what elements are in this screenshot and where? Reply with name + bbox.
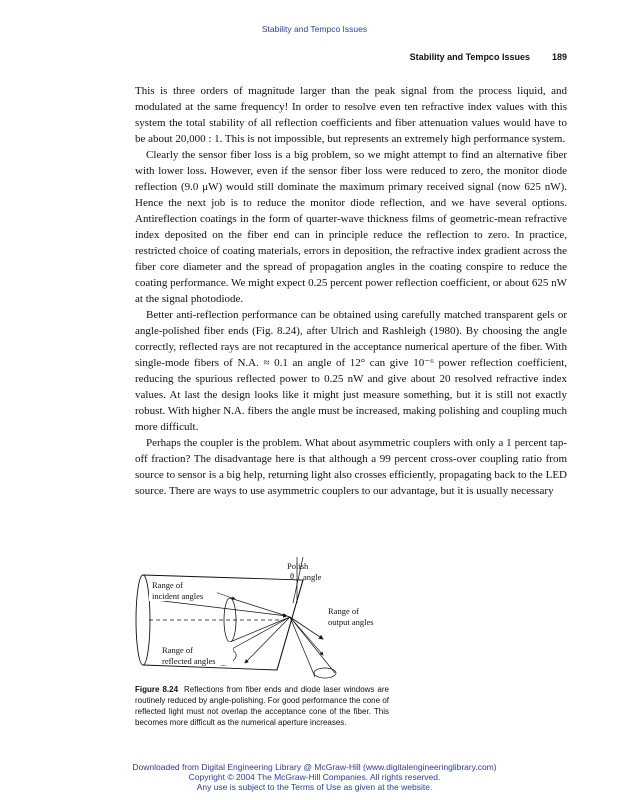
running-head-title: Stability and Tempco Issues xyxy=(409,52,530,62)
page-footer xyxy=(0,762,629,792)
caption-figure-number: Figure 8.24 xyxy=(135,685,179,694)
reflected-ray-1 xyxy=(230,617,290,650)
label-output-2: output angles xyxy=(328,617,374,627)
running-head xyxy=(135,52,567,62)
label-output-1: Range of xyxy=(328,606,359,616)
paragraph-4: Perhaps the coupler is the problem. What about asymmetric couplers with only a 1 percent tap-off fraction? The disadvantage here is that although a 99 percent cross-over coupling ratio from source to sensor is a big help, returning light also crosses efficiently, propagating back to the LED source. There are ways to use asymmetric couplers to our advantage, but it is usually necessary xyxy=(135,437,567,497)
page-number: 189 xyxy=(551,52,567,62)
paragraph-3: Better anti-reflection performance can be obtained using carefully matched transparent gels or angle-polished fiber ends (Fig. 8.24), after Ulrich and Rashleigh (1980). By choosing the angle correctly, reflected rays are not recaptured in the acceptance numerical aperture of the fiber. With single-mode fibers of N.A. ≈ 0.1 an angle of 12° can give 10⁻⁶ power reflection coefficient, reducing the spurious reflected power to 0.25 nW and give about 20 resolved refractive index values. At last the design looks like it might just measure something, but it is still not exactly robust. With higher N.A. fibers the angle must be increased, making polishing and coupling much more difficult. xyxy=(135,309,567,433)
fiber-left-end xyxy=(136,575,150,665)
footer-line-1: Downloaded from Digital Engineering Library @ McGraw-Hill (www.digitalengineeringlibrary.com) xyxy=(132,762,497,772)
caption-text: Reflections from fiber ends and diode laser windows are routinely reduced by angle-polishing. For good performance the cone of reflected light must not overlap the acceptance cone of the fiber. This becomes more difficult as the numerical aperture increases. xyxy=(135,685,389,727)
label-reflected-1: Range of xyxy=(162,645,193,655)
label-incident-1: Range of xyxy=(152,580,183,590)
theta-symbol: θ xyxy=(290,571,295,581)
paragraph-2: Clearly the sensor fiber loss is a big problem, so we might attempt to find an alternative fiber with lower loss. However, even if the sensor fiber loss were reduced to zero, the monitor diode reflection (9.0 μW) would still dominate the maximum primary received signal (now 625 nW). Hence the next job is to reduce the monitor diode reflection, and we have several options. Antireflection coatings in the form of quarter-wave thickness films of geometric-mean refractive index deposited on the fiber end can in principle reduce the reflection to zero. In practice, restricted choice of coating materials, errors in deposition, the refractive index gradient across the fiber core diameter and the spread of propagation angles in the coating conspire to reduce the coating performance. We might expect 0.25 percent power reflection coefficient, or about 625 nW at the signal photodiode. xyxy=(135,149,567,305)
body-text xyxy=(135,83,567,499)
label-reflected-2: reflected angles xyxy=(162,656,216,666)
page-banner: Stability and Tempco Issues xyxy=(261,24,368,34)
footer-line-2: Copyright © 2004 The McGraw-Hill Companies. All rights reserved. xyxy=(188,772,441,782)
paragraph-1: This is three orders of magnitude larger than the peak signal from the process liquid, and modulated at the same frequency! In order to resolve even ten refractive index values with this system the total stability of all reflection coefficients and fiber attenuation values would have to be about 20,000 : 1. This is not impossible, but represents an extremely high performance system. xyxy=(135,85,567,145)
polished-end-face xyxy=(277,580,303,670)
incident-ray xyxy=(155,600,287,616)
label-polish: Polish xyxy=(287,561,309,571)
figure-caption xyxy=(135,684,389,728)
output-ray-3 xyxy=(290,617,315,677)
reflected-ray-2 xyxy=(245,617,290,663)
figure-8-24 xyxy=(135,555,395,680)
fiber-reflection-diagram xyxy=(135,555,395,680)
output-cone-ellipse xyxy=(314,668,336,678)
label-angle: angle xyxy=(303,572,322,582)
footer-line-3: Any use is subject to the Terms of Use as given at the website. xyxy=(196,782,433,792)
label-incident-2: incident angles xyxy=(152,591,204,601)
